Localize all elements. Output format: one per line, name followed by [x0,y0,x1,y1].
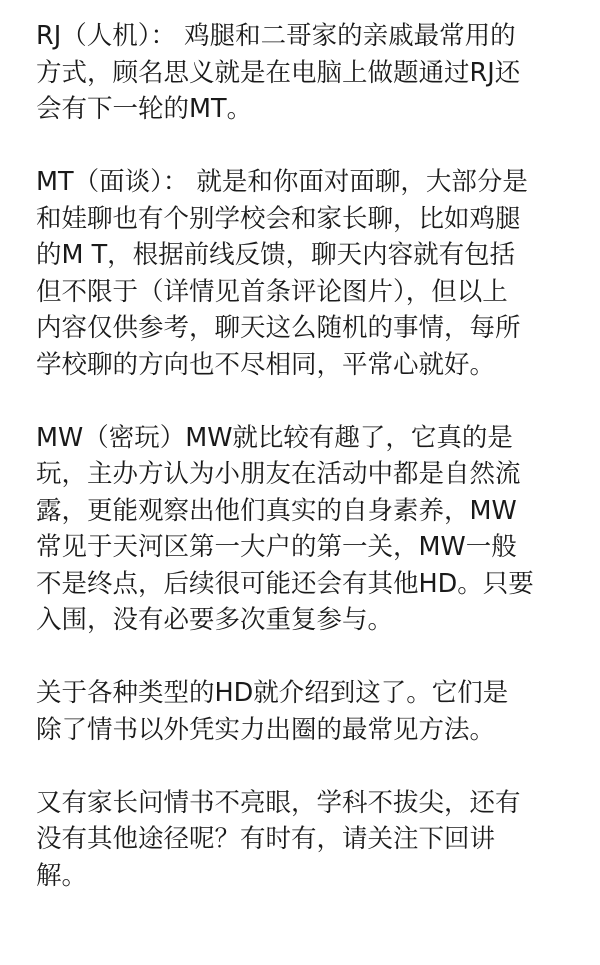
text-line: 除了情书以外凭实力出圈的最常见方法。 [36,714,496,745]
text-line: 没有其他途径呢？有时有，请关注下回讲 [36,824,496,854]
text-line: 学校聊的方向也不尽相同，平常心就好。 [36,349,496,380]
text-line: 又有家长问情书不亮眼，学科不拔尖，还有 [36,787,521,818]
text-line: RJ（人机）： 鸡腿和二哥家的亲戚最常用的 [36,21,516,51]
text-line: 常见于天河区第一大户的第一关，MW一般 [36,532,517,562]
text-line: 但不限于（详情见首条评论图片），但以上 [36,276,508,307]
text-line: 会有下一轮的MT。 [36,94,253,124]
text-line: 露，更能观察出他们真实的自身素养，MW [36,495,517,526]
text-line: MW（密玩）MW就比较有趣了，它真的是 [36,422,513,453]
text-line: 玩，主办方认为小朋友在活动中都是自然流 [36,459,521,489]
paragraph-mw [36,420,568,639]
text-line: 内容仅供参考，聊天这么随机的事情，每所 [36,313,521,343]
text-line: 方式，顾名思义就是在电脑上做题通过RJ还 [36,57,521,88]
text-line: 关于各种类型的HD就介绍到这了。它们是 [36,678,509,708]
article-body [36,18,568,931]
paragraph-mt [36,164,568,383]
paragraph-rj [36,18,568,128]
text-line: 的M T，根据前线反馈，聊天内容就有包括 [36,240,516,270]
text-line: 不是终点，后续很可能还会有其他HD。只要 [36,568,534,599]
text-line: 入围，没有必要多次重复参与。 [36,605,394,635]
text-line: 和娃聊也有个别学校会和家长聊，比如鸡腿 [36,203,521,234]
paragraph-closing [36,785,568,895]
text-line: 解。 [36,860,88,891]
paragraph-summary [36,675,568,748]
text-line: MT（面谈）： 就是和你面对面聊，大部分是 [36,167,528,197]
